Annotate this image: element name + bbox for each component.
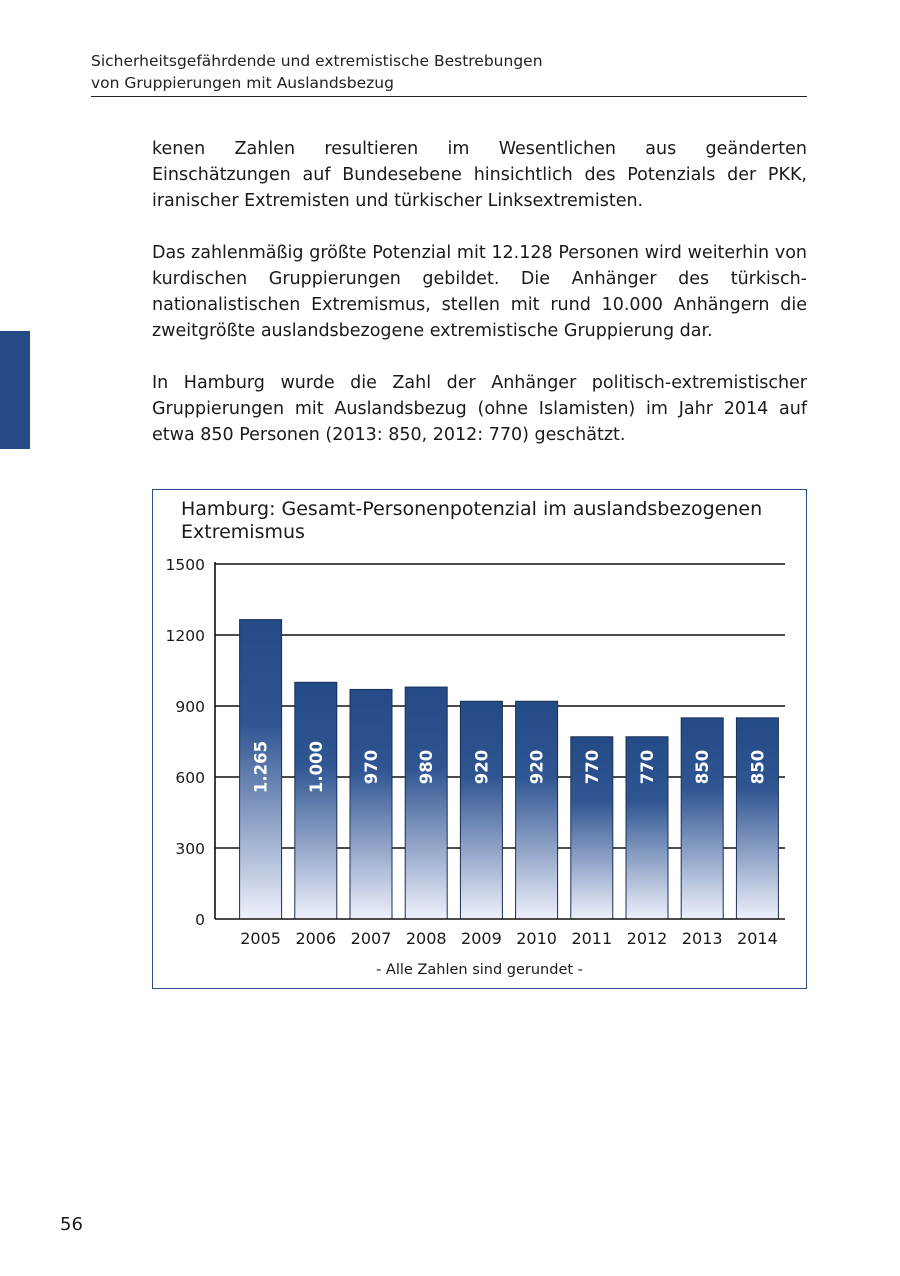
y-tick-label: 600	[175, 769, 205, 787]
bar-value-label: 920	[472, 749, 492, 785]
paragraph-2: Das zahlenmäßig größte Potenzial mit 12.128 Personen wird weiterhin von kurdischen Gruppierungen gebildet. Die Anhänger des türkisch-nationalistischen Extremismus, stellen mit rund 10.000 Anhängern die zweitgrößte auslandsbezogene extremistische Gruppierung dar.	[152, 243, 807, 341]
x-tick-label: 2006	[295, 929, 337, 948]
bar-value-label: 920	[527, 749, 547, 785]
paragraph-1: kenen Zahlen resultieren im Wesentlichen aus geänderten Einschätzungen auf Bundesebene hinsichtlich des Potenzials der PKK, iranischer Extremisten und türkischer Linksextremisten.	[152, 139, 807, 211]
chart-title: Hamburg: Gesamt-Personenpotenzial im auslandsbezogenen Extremismus	[181, 498, 763, 543]
x-tick-label: 2007	[350, 929, 392, 948]
y-tick-label: 1500	[165, 556, 205, 574]
x-tick-label: 2005	[240, 929, 281, 948]
bar-value-label: 980	[417, 749, 437, 785]
running-header-line-1: Sicherheitsgefährdende und extremistische Bestrebungen	[91, 52, 543, 70]
bar-chart	[153, 490, 806, 988]
bar-value-label: 850	[693, 749, 713, 785]
bar-value-label: 850	[748, 749, 768, 785]
bar-2009	[460, 701, 502, 919]
y-tick-label: 0	[195, 911, 205, 929]
bar-2006	[295, 682, 337, 919]
x-tick-label: 2008	[405, 929, 447, 948]
bar-2014	[736, 718, 778, 919]
bar-value-label: 1.265	[251, 740, 271, 794]
bar-2007	[350, 689, 392, 919]
x-tick-label: 2013	[681, 929, 723, 948]
chapter-side-tab	[0, 331, 30, 449]
bar-value-label: 1.000	[306, 740, 326, 794]
x-tick-label: 2009	[461, 929, 502, 948]
y-tick-label: 1200	[165, 627, 205, 645]
x-tick-label: 2011	[571, 929, 613, 948]
page-number: 56	[60, 1214, 83, 1235]
x-tick-label: 2010	[516, 929, 557, 948]
chart-box	[152, 489, 807, 989]
bar-value-label: 770	[582, 749, 602, 785]
running-header-line-2: von Gruppierungen mit Auslandsbezug	[91, 74, 394, 92]
bar-2010	[516, 701, 558, 919]
x-tick-label: 2012	[626, 929, 668, 948]
bar-2013	[681, 718, 723, 919]
running-header	[91, 50, 807, 97]
bar-value-label: 970	[362, 749, 381, 785]
x-tick-label: 2014	[737, 929, 778, 948]
paragraph-3: In Hamburg wurde die Zahl der Anhänger politisch-extremistischer Gruppierungen mit Auslandsbezug (ohne Islamisten) im Jahr 2014 auf etwa 850 Personen (2013: 850, 2012: 770) geschätzt.	[152, 373, 807, 445]
body-text	[152, 136, 807, 474]
bar-2008	[405, 687, 447, 919]
y-tick-label: 300	[175, 840, 205, 858]
chart-note: - Alle Zahlen sind gerundet -	[376, 962, 583, 978]
y-tick-label: 900	[175, 698, 205, 716]
bar-value-label: 770	[638, 749, 657, 785]
